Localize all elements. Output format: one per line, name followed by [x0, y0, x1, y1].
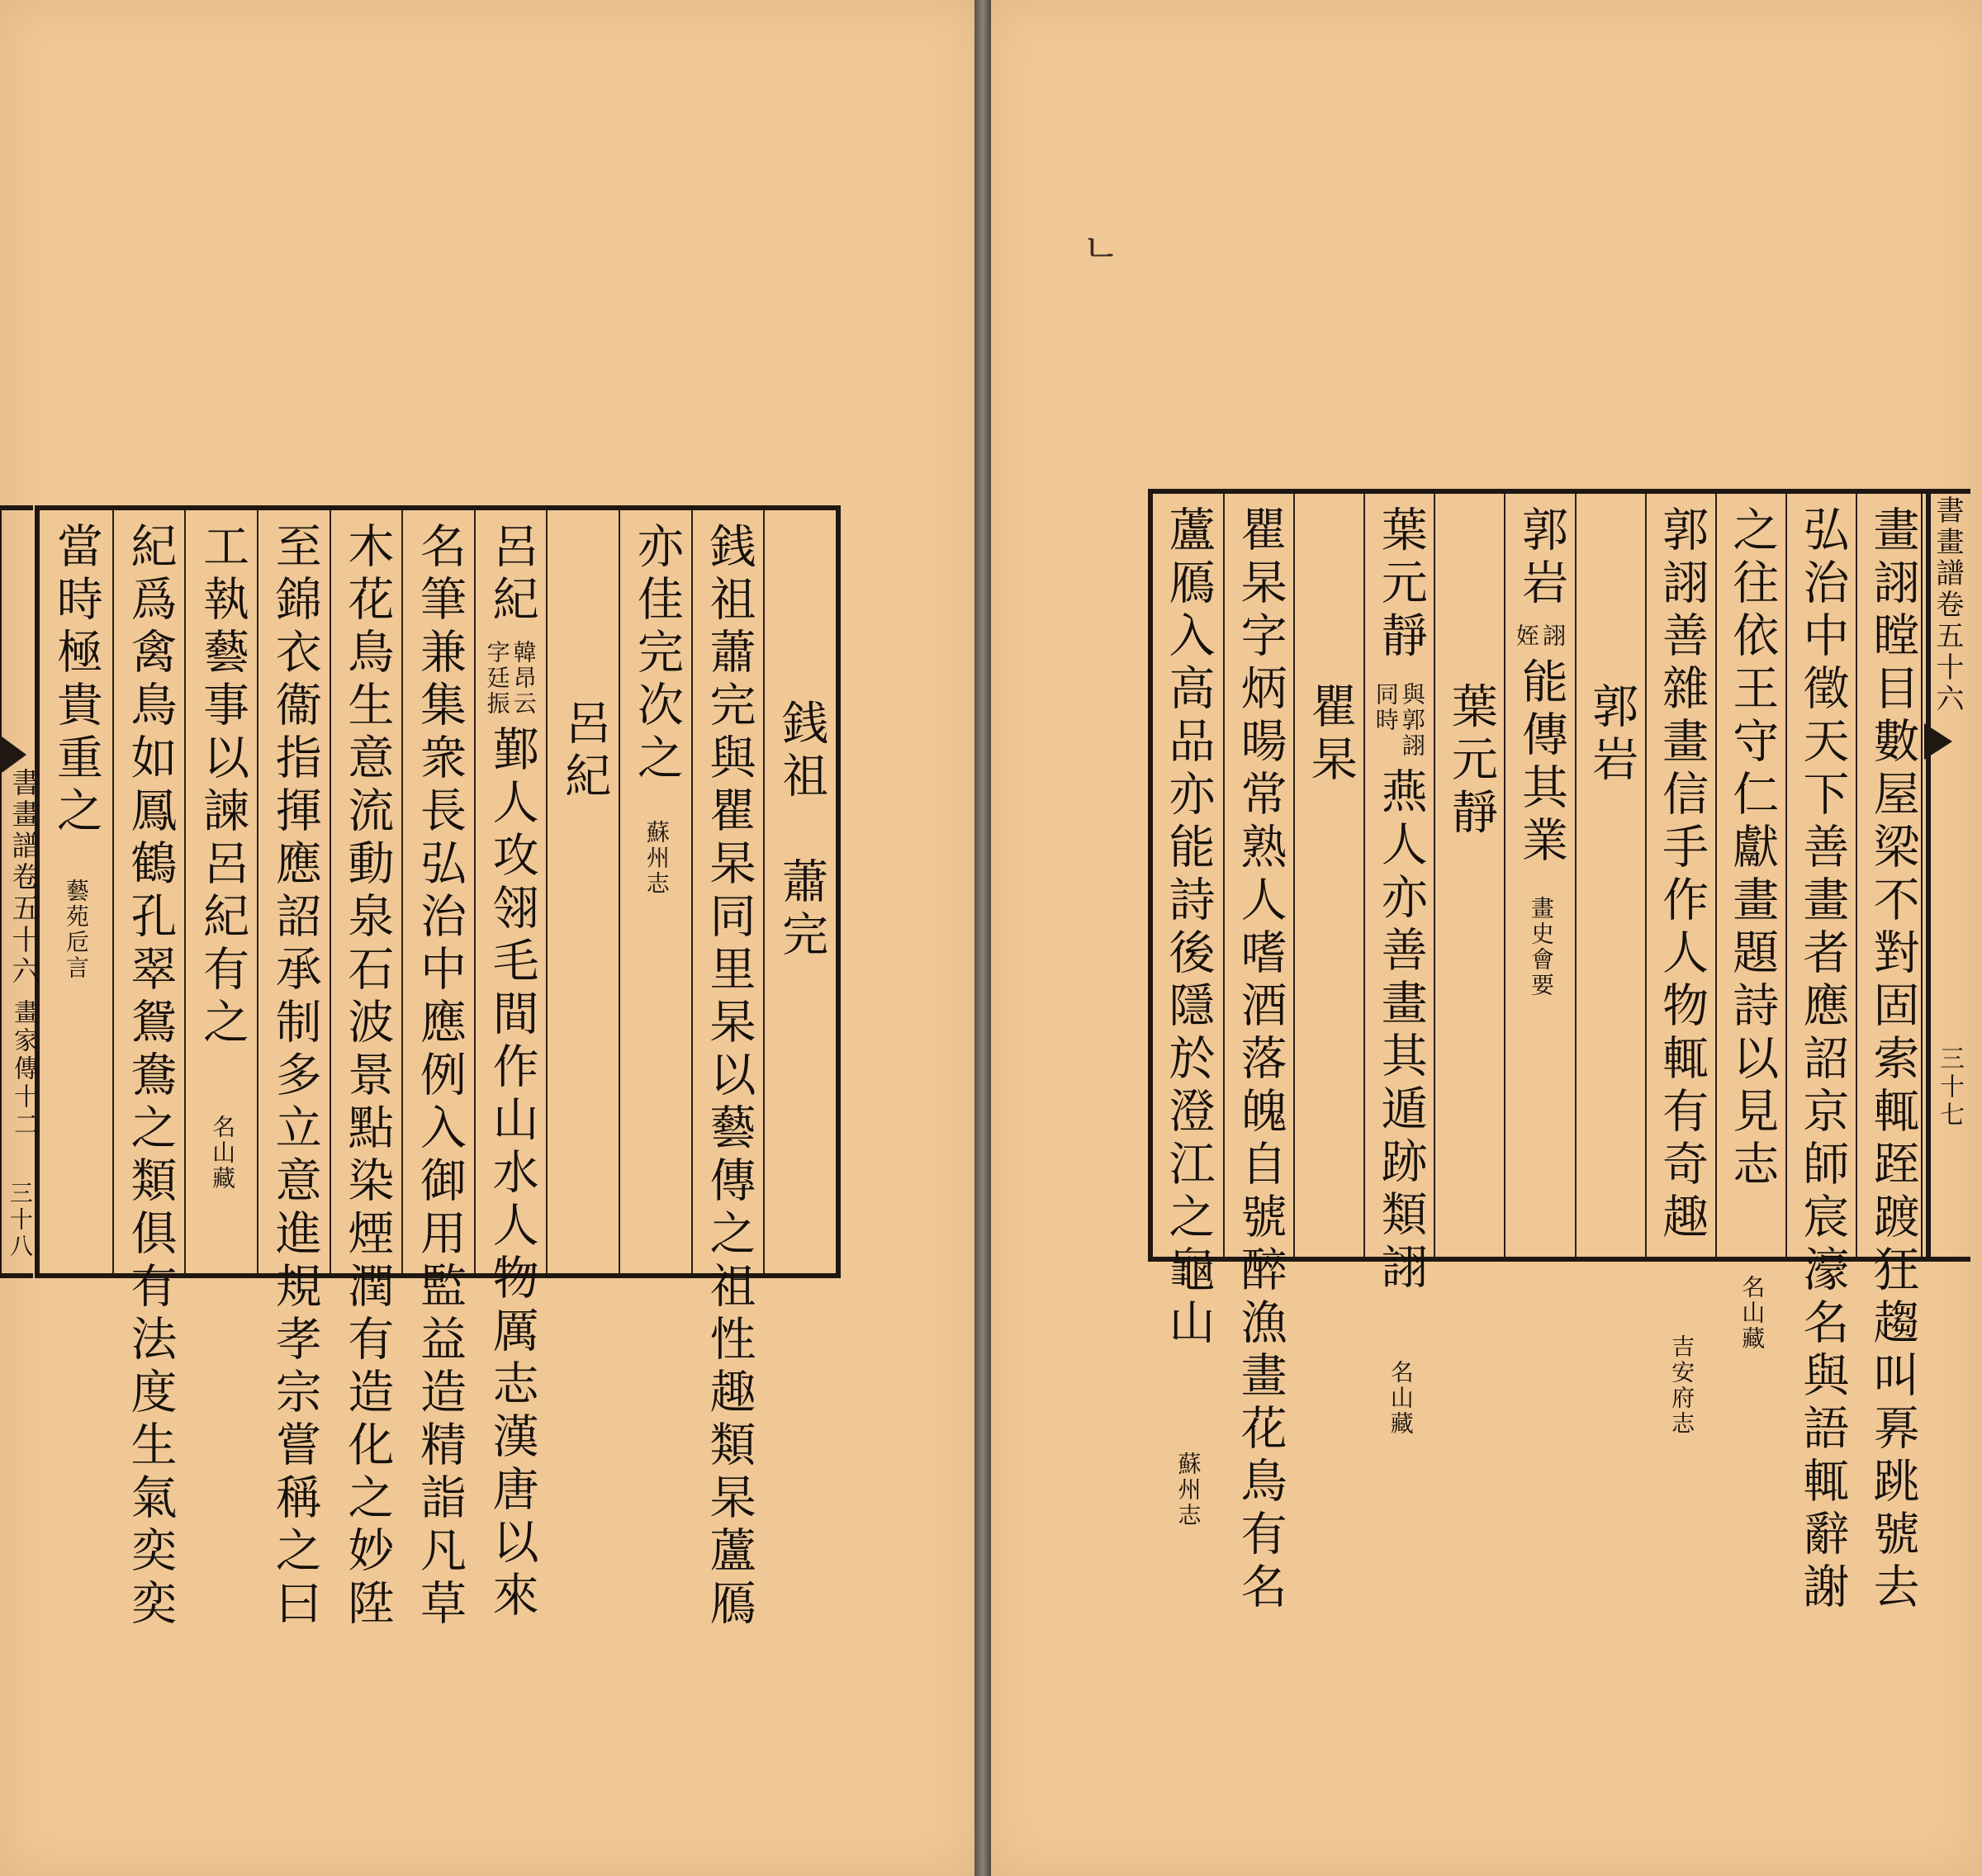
right-text-frame — [1148, 489, 1931, 1615]
column-text: 至錦衣衞指揮應詔承制多立意進規孝宗嘗稱之曰 — [268, 522, 322, 1632]
text-column — [401, 510, 476, 1632]
right-fishtail — [1924, 723, 1952, 760]
interlinear-note-line: 姪 — [1512, 623, 1540, 649]
column-annotation: 畫史會要 — [1527, 896, 1555, 999]
text-column — [1504, 494, 1576, 1257]
column-text: 銭祖蕭完與瞿杲同里杲以藝傳之祖性趣類杲蘆鴈 — [702, 522, 756, 1632]
column-text: 蘆鴈入高品亦能詩後隱於澄江之龜山 — [1161, 505, 1216, 1351]
text-column — [40, 510, 112, 1273]
text-column — [1785, 494, 1857, 1615]
column-annotation: 名山藏 — [209, 1115, 237, 1191]
column-text: 弘治中徵天下善畫者應詔京師宸濠名與語輒辭謝 — [1795, 505, 1850, 1615]
column-text: 紀爲禽鳥如鳳鶴孔翠鴛鴦之類俱有法度生氣奕奕 — [123, 522, 178, 1632]
interlinear-note-line: 韓昂云 — [510, 639, 538, 717]
column-text: 畫詡瞠目數屋梁不對固索輒跮踱狂趨叫奡跳號去 — [1866, 505, 1920, 1615]
ink-mark: ㄴ — [1082, 225, 1121, 272]
text-column — [1293, 494, 1365, 1257]
book-spine — [974, 0, 991, 1876]
left-ban-xin-folio: 三十八 — [7, 1181, 34, 1260]
column-text: 燕人亦善畫其遁跡類詡 — [1373, 767, 1428, 1296]
interlinear-note — [483, 639, 538, 717]
left-ban-xin-title: 書畫譜卷五十六 — [7, 768, 40, 988]
right-ban-xin-folio: 三十七 — [1935, 1045, 1964, 1130]
text-column — [546, 510, 620, 1273]
column-text: 郭岩 — [1514, 505, 1568, 611]
column-text: 當時極貴重之 — [49, 522, 103, 839]
text-column — [1575, 494, 1647, 1257]
column-text: 瞿杲字炳暘常熟人嗜酒落魄自號醉漁畫花鳥有名 — [1233, 505, 1287, 1615]
text-column — [1223, 494, 1295, 1615]
column-text: 呂紀 — [485, 522, 539, 628]
column-annotation: 蘇州志 — [642, 820, 671, 897]
column-annotation: 藝苑卮言 — [62, 879, 90, 982]
text-column — [619, 510, 693, 1273]
column-text: 葉元靜 — [1373, 505, 1428, 664]
interlinear-note-line: 詡 — [1539, 623, 1567, 649]
text-column — [763, 510, 837, 1273]
column-annotation: 蘇州志 — [1174, 1452, 1202, 1529]
interlinear-note-line: 字廷振 — [483, 639, 511, 717]
left-ban-xin-section: 畫家傳十二 — [9, 999, 38, 1139]
column-text: 葉元靜 — [1444, 682, 1498, 841]
text-column — [1434, 494, 1505, 1257]
column-text: 瞿杲 — [1303, 682, 1358, 789]
text-column — [330, 510, 404, 1632]
text-column — [1153, 494, 1223, 1529]
column-annotation: 名山藏 — [1738, 1275, 1766, 1353]
interlinear-note-line: 同時 — [1372, 682, 1400, 734]
column-text: 鄞人攻翎毛間作山水人物厲志漢唐以來 — [485, 724, 539, 1623]
text-column — [1645, 494, 1717, 1437]
text-column — [474, 510, 548, 1623]
column-text: 之往依王守仁獻畫題詩以見志 — [1725, 505, 1780, 1192]
interlinear-note-line: 與郭詡 — [1398, 682, 1426, 760]
text-column — [257, 510, 331, 1632]
column-text: 名筆兼集衆長弘治中應例入御用監益造精詣凡草 — [412, 522, 467, 1632]
column-text: 亦佳完次之 — [629, 522, 684, 786]
text-column — [184, 510, 258, 1273]
text-column — [1856, 494, 1927, 1615]
interlinear-note — [1374, 682, 1424, 759]
text-column — [691, 510, 766, 1632]
column-text: 工執藝事以諫呂紀有之 — [196, 522, 250, 1050]
text-column — [1715, 494, 1787, 1353]
column-annotation: 吉安府志 — [1668, 1334, 1696, 1437]
text-column — [1363, 494, 1435, 1438]
left-text-frame — [35, 505, 841, 1632]
column-text: 呂紀 — [557, 699, 612, 805]
column-text: 能傳其業 — [1514, 656, 1568, 869]
column-text: 銭祖 蕭完 — [775, 699, 829, 964]
interlinear-note — [1512, 623, 1567, 649]
column-text: 郭岩 — [1585, 682, 1639, 789]
column-annotation: 名山藏 — [1387, 1360, 1415, 1438]
right-ban-xin-title: 書畫譜卷五十六 — [1931, 495, 1964, 715]
column-text: 木花鳥生意流動泉石波景點染煙潤有造化之妙陞 — [340, 522, 395, 1632]
text-column — [112, 510, 187, 1632]
column-text: 郭詡善雜畫信手作人物輒有奇趣 — [1655, 505, 1709, 1245]
